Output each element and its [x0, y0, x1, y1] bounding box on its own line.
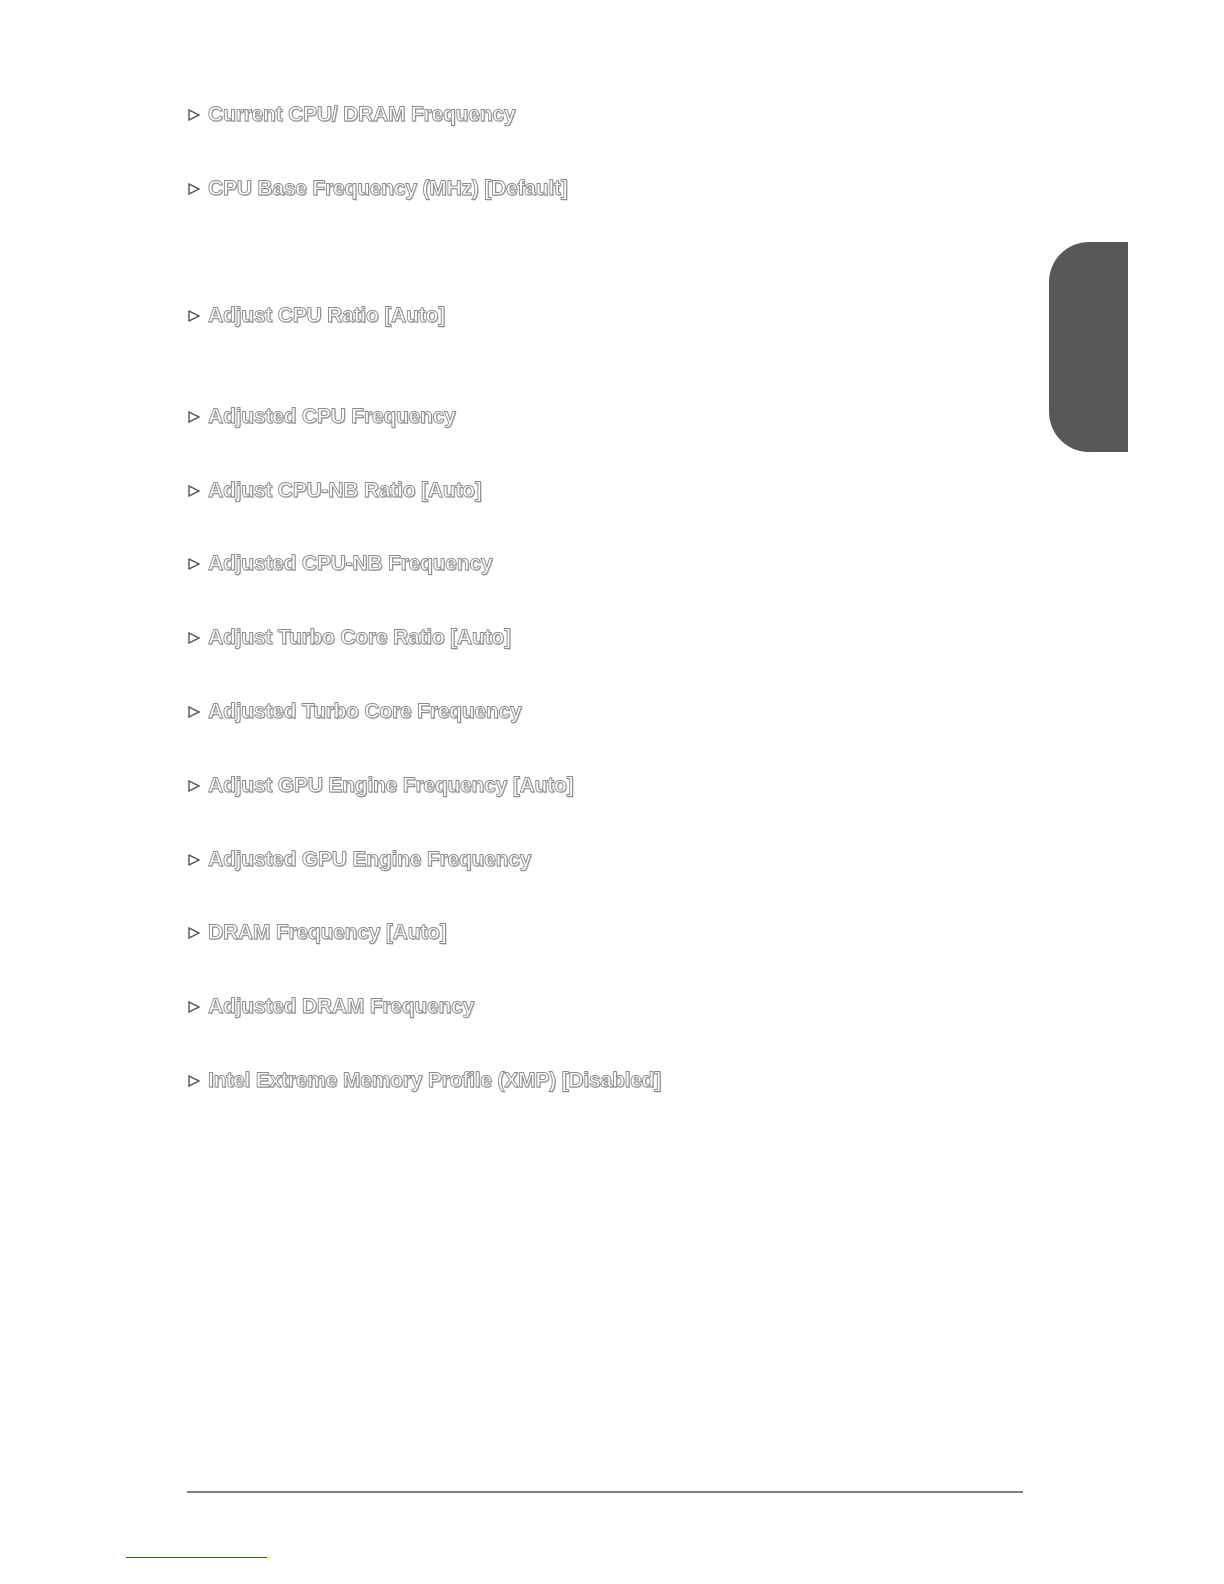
setting-item: [187, 845, 531, 875]
triangle-right-outline-icon: [187, 181, 201, 197]
triangle-right-outline-icon: [187, 852, 201, 868]
setting-item-label: Adjust CPU-NB Ratio [Auto]: [208, 479, 482, 502]
setting-item: [187, 301, 445, 331]
triangle-right-outline-icon: [187, 107, 201, 123]
footer-link-underline: [126, 1557, 267, 1558]
triangle-right-outline-icon: [187, 1073, 201, 1089]
setting-item-label: Adjusted DRAM Frequency: [208, 995, 475, 1018]
triangle-right-outline-icon: [187, 308, 201, 324]
setting-item-label: Adjust GPU Engine Frequency [Auto]: [208, 774, 574, 797]
setting-item-label: Intel Extreme Memory Profile (XMP) [Disabled]: [208, 1069, 662, 1092]
setting-item-label: Adjusted CPU Frequency: [208, 405, 456, 428]
triangle-right-outline-icon: [187, 778, 201, 794]
setting-item-label: Adjusted CPU-NB Frequency: [208, 552, 493, 575]
setting-item: [187, 771, 573, 801]
triangle-right-outline-icon: [187, 925, 201, 941]
setting-item: [187, 100, 515, 130]
setting-item: [187, 623, 511, 653]
setting-item-label: Adjust CPU Ratio [Auto]: [208, 304, 445, 327]
setting-item: [187, 476, 482, 506]
setting-item-label: DRAM Frequency [Auto]: [208, 921, 447, 944]
triangle-right-outline-icon: [187, 556, 201, 572]
setting-item-label: Current CPU/ DRAM Frequency: [208, 103, 516, 126]
setting-item: [187, 697, 522, 727]
chapter-side-tab: [1049, 242, 1128, 452]
setting-item-label: CPU Base Frequency (MHz) [Default]: [208, 177, 568, 200]
setting-item-label: Adjusted Turbo Core Frequency: [208, 700, 522, 723]
triangle-right-outline-icon: [187, 704, 201, 720]
triangle-right-outline-icon: [187, 630, 201, 646]
triangle-right-outline-icon: [187, 409, 201, 425]
setting-item: [187, 174, 568, 204]
setting-item: [187, 992, 474, 1022]
footer-divider: [187, 1491, 1023, 1493]
setting-item: [187, 1066, 661, 1096]
setting-item: [187, 549, 492, 579]
setting-item-label: Adjusted GPU Engine Frequency: [208, 848, 532, 871]
triangle-right-outline-icon: [187, 999, 201, 1015]
setting-item: [187, 402, 456, 432]
triangle-right-outline-icon: [187, 483, 201, 499]
setting-item: [187, 918, 446, 948]
setting-item-label: Adjust Turbo Core Ratio [Auto]: [208, 626, 511, 649]
